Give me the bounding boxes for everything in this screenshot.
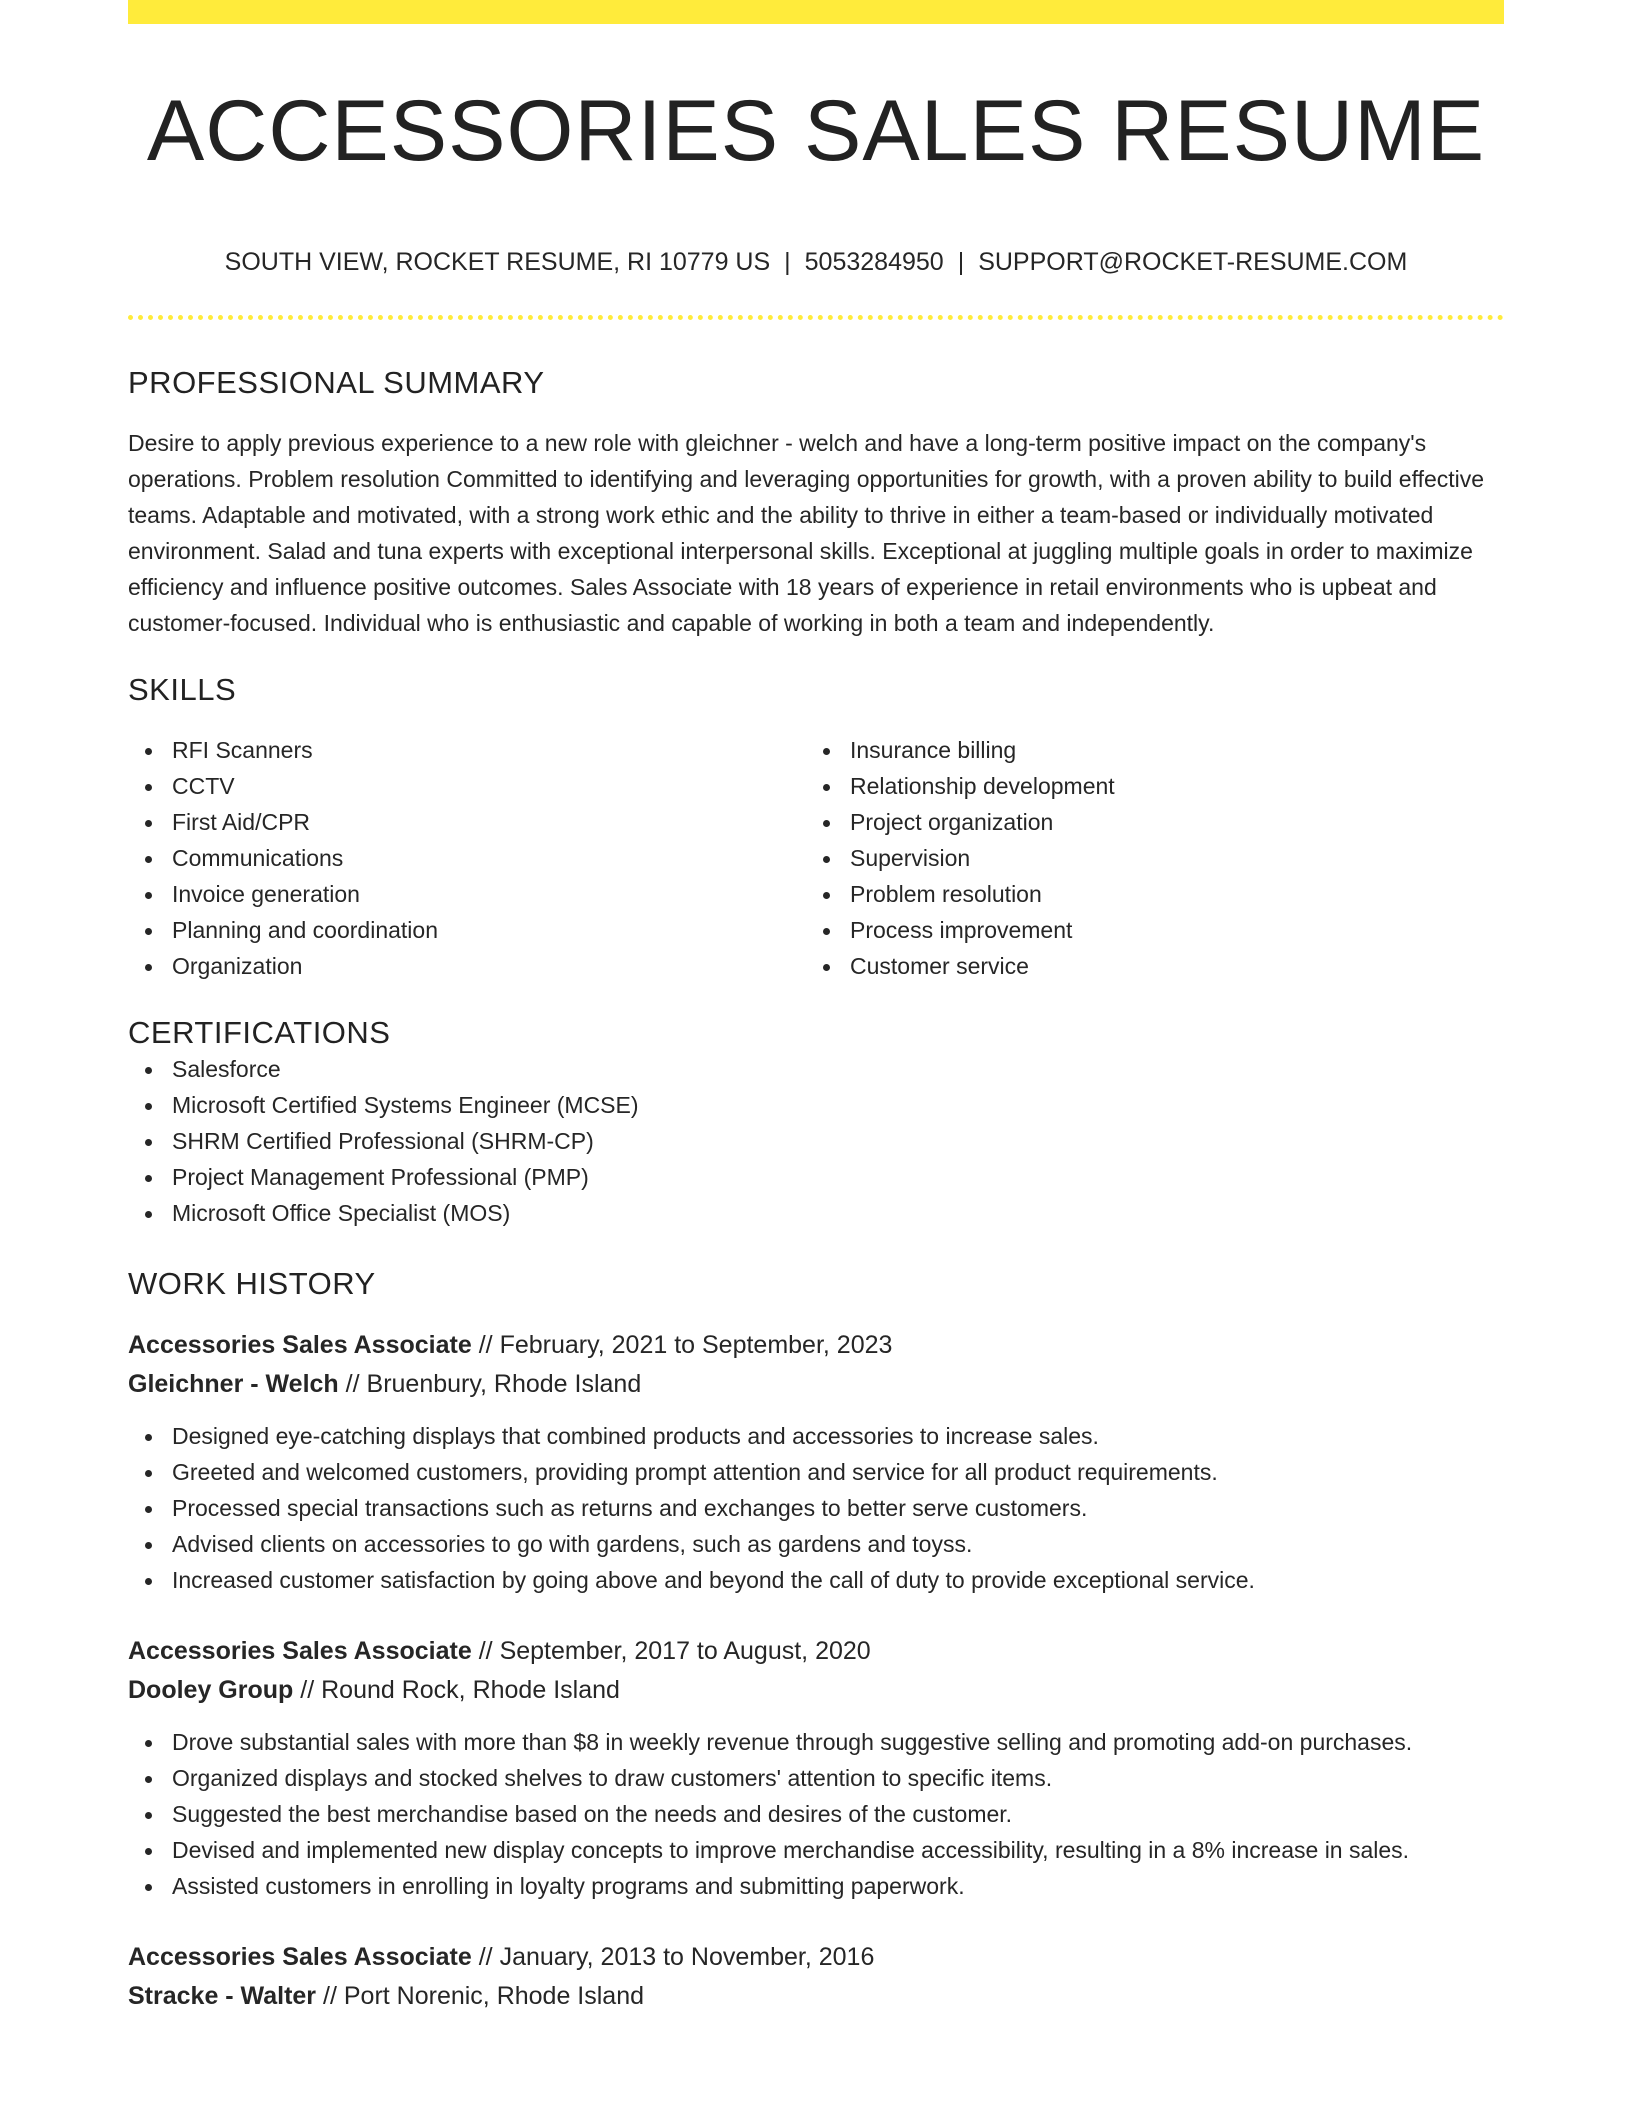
job-bullet: Organized displays and stocked shelves to draw customers' attention to specific items. bbox=[128, 1760, 1504, 1796]
contact-separator: | bbox=[784, 247, 791, 276]
skill-item: Organization bbox=[128, 948, 806, 984]
job-dates: February, 2021 to September, 2023 bbox=[499, 1331, 893, 1360]
skills-heading: SKILLS bbox=[128, 671, 237, 707]
job-bullet: Devised and implemented new display concepts to improve merchandise accessibility, resulting in a 8% increase in sales. bbox=[128, 1832, 1504, 1868]
job-bullets bbox=[128, 1724, 1504, 1904]
job-company: Dooley Group bbox=[128, 1676, 294, 1705]
job-bullet: Processed special transactions such as returns and exchanges to better serve customers. bbox=[128, 1490, 1504, 1526]
job-title-line bbox=[128, 1326, 1504, 1365]
job-bullet: Drove substantial sales with more than $8 in weekly revenue through suggestive selling and promoting add-on purchases. bbox=[128, 1724, 1504, 1760]
certification-item: SHRM Certified Professional (SHRM-CP) bbox=[128, 1123, 1504, 1159]
job-bullet: Increased customer satisfaction by going above and beyond the call of duty to provide exceptional service. bbox=[128, 1562, 1504, 1598]
job-entry bbox=[128, 1632, 1504, 1904]
job-title: Accessories Sales Associate bbox=[128, 1331, 472, 1360]
contact-line bbox=[128, 247, 1504, 277]
skills-list-right bbox=[806, 732, 1484, 984]
certifications-list bbox=[128, 1051, 1504, 1231]
skill-item: Insurance billing bbox=[806, 732, 1484, 768]
skill-item: First Aid/CPR bbox=[128, 804, 806, 840]
job-bullet: Designed eye-catching displays that combined products and accessories to increase sales. bbox=[128, 1418, 1504, 1454]
dotted-divider bbox=[128, 315, 1504, 320]
certification-item: Salesforce bbox=[128, 1051, 1504, 1087]
skill-item: Communications bbox=[128, 840, 806, 876]
summary-text: Desire to apply previous experience to a new role with gleichner - welch and have a long-term positive impact on the company's operations. Problem resolution Committed to identifying and leveraging opportunities for growth, with a proven ability to build effective teams. Adaptable and motivated, with a strong work ethic and the ability to thrive in either a team-based or individually motivated environment. Salad and tuna experts with exceptional interpersonal skills. Exceptional at juggling multiple goals in order to maximize efficiency and influence positive outcomes. Sales Associate with 18 years of experience in retail environments who is upbeat and customer-focused. Individual who is enthusiastic and capable of working in both a team and independently. bbox=[128, 429, 1485, 636]
job-bullet: Greeted and welcomed customers, providing prompt attention and service for all product requirements. bbox=[128, 1454, 1504, 1490]
job-company-line bbox=[128, 1977, 1504, 2016]
job-title-line bbox=[128, 1632, 1504, 1671]
job-separator: // bbox=[345, 1370, 360, 1399]
job-entry bbox=[128, 1326, 1504, 1598]
certification-item: Microsoft Certified Systems Engineer (MCSE) bbox=[128, 1087, 1504, 1123]
summary-heading: PROFESSIONAL SUMMARY bbox=[128, 364, 545, 400]
certifications-heading: CERTIFICATIONS bbox=[128, 1014, 391, 1050]
skill-item: RFI Scanners bbox=[128, 732, 806, 768]
accent-top-bar bbox=[128, 0, 1504, 24]
job-bullet: Advised clients on accessories to go with gardens, such as gardens and toyss. bbox=[128, 1526, 1504, 1562]
job-entry bbox=[128, 1938, 1504, 2016]
contact-email: SUPPORT@ROCKET-RESUME.COM bbox=[978, 247, 1408, 276]
job-title: Accessories Sales Associate bbox=[128, 1943, 472, 1972]
resume-title: ACCESSORIES SALES RESUME bbox=[146, 83, 1486, 179]
job-dates: January, 2013 to November, 2016 bbox=[499, 1943, 875, 1972]
contact-phone: 5053284950 bbox=[804, 247, 944, 276]
contact-address: SOUTH VIEW, ROCKET RESUME, RI 10779 US bbox=[224, 247, 771, 276]
job-location: Round Rock, Rhode Island bbox=[321, 1676, 620, 1705]
job-separator: // bbox=[478, 1943, 493, 1972]
skill-item: Project organization bbox=[806, 804, 1484, 840]
job-company: Gleichner - Welch bbox=[128, 1370, 339, 1399]
skill-item: Planning and coordination bbox=[128, 912, 806, 948]
job-company: Stracke - Walter bbox=[128, 1982, 317, 2011]
job-separator: // bbox=[300, 1676, 315, 1705]
job-company-line bbox=[128, 1365, 1504, 1404]
job-title: Accessories Sales Associate bbox=[128, 1637, 472, 1666]
certification-item: Project Management Professional (PMP) bbox=[128, 1159, 1504, 1195]
job-location: Bruenbury, Rhode Island bbox=[366, 1370, 642, 1399]
skill-item: Supervision bbox=[806, 840, 1484, 876]
skill-item: CCTV bbox=[128, 768, 806, 804]
job-bullet: Suggested the best merchandise based on the needs and desires of the customer. bbox=[128, 1796, 1504, 1832]
work-history-heading: WORK HISTORY bbox=[128, 1266, 376, 1302]
skill-item: Problem resolution bbox=[806, 876, 1484, 912]
skill-item: Customer service bbox=[806, 948, 1484, 984]
job-title-line bbox=[128, 1938, 1504, 1977]
resume-page bbox=[128, 0, 1504, 2016]
job-separator: // bbox=[323, 1982, 337, 2011]
job-separator: // bbox=[478, 1331, 493, 1360]
skill-item: Relationship development bbox=[806, 768, 1484, 804]
skills-columns bbox=[128, 732, 1504, 984]
contact-separator: | bbox=[957, 247, 965, 276]
job-company-line bbox=[128, 1671, 1504, 1710]
certification-item: Microsoft Office Specialist (MOS) bbox=[128, 1195, 1504, 1231]
job-bullets bbox=[128, 1418, 1504, 1598]
skills-list-left bbox=[128, 732, 806, 984]
job-dates: September, 2017 to August, 2020 bbox=[499, 1637, 871, 1666]
skill-item: Invoice generation bbox=[128, 876, 806, 912]
job-bullet: Assisted customers in enrolling in loyalty programs and submitting paperwork. bbox=[128, 1868, 1504, 1904]
job-separator: // bbox=[478, 1637, 493, 1666]
skill-item: Process improvement bbox=[806, 912, 1484, 948]
job-location: Port Norenic, Rhode Island bbox=[343, 1982, 645, 2011]
